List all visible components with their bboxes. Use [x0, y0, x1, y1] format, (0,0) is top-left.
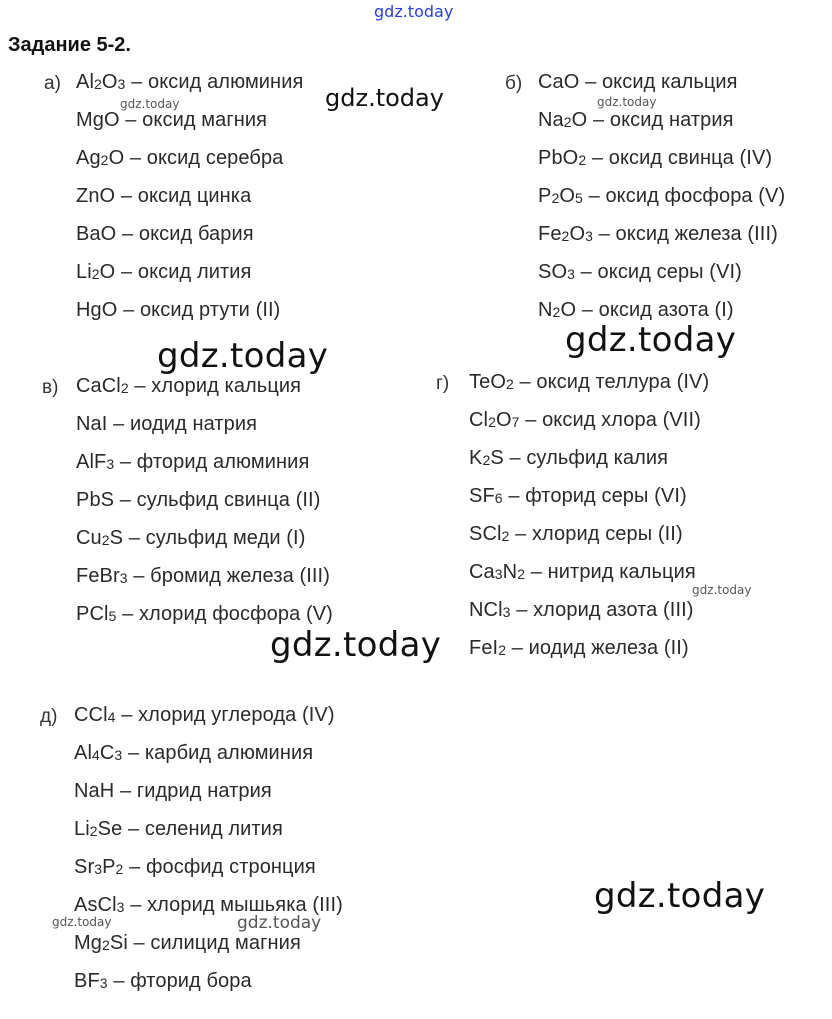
- text-run: – оксид хлора (VII): [519, 409, 701, 431]
- formula-line: [74, 970, 252, 993]
- formula-line: [76, 527, 305, 550]
- text-run: O – оксид натрия: [571, 109, 734, 131]
- text-run: Ag: [76, 147, 101, 169]
- subscript: 2: [517, 566, 526, 582]
- section-label-b: б): [505, 73, 523, 94]
- formula-line: [76, 489, 320, 512]
- text-run: O: [569, 223, 586, 245]
- subscript: 5: [575, 190, 583, 206]
- watermark-top: gdz.today: [374, 2, 454, 21]
- subscript: 3: [567, 266, 575, 282]
- text-run: Si – силицид магния: [109, 932, 301, 954]
- text-run: Al: [76, 71, 94, 93]
- text-run: – карбид алюминия: [122, 742, 314, 764]
- text-run: PbO: [538, 147, 579, 169]
- formula-line: [76, 451, 309, 474]
- subscript: 2: [501, 528, 510, 544]
- subscript: 2: [100, 152, 109, 168]
- text-run: – нитрид кальция: [525, 561, 696, 583]
- text-run: – хлорид мышьяка (III): [124, 894, 343, 916]
- subscript: 2: [93, 76, 102, 92]
- text-run: – оксид алюминия: [125, 71, 304, 93]
- watermark-small: gdz.today: [120, 97, 180, 111]
- formula-line: [76, 109, 267, 132]
- subscript: 2: [101, 532, 110, 548]
- text-run: FeBr: [76, 565, 120, 587]
- subscript: 6: [494, 490, 503, 506]
- watermark: gdz.today: [157, 336, 329, 376]
- text-run: CaO – оксид кальция: [538, 71, 738, 93]
- subscript: 3: [502, 604, 511, 620]
- text-run: – оксид фосфора (V): [582, 185, 786, 207]
- subscript: 3: [114, 747, 123, 763]
- text-run: S – сульфид калия: [490, 447, 669, 469]
- formula-line: [538, 147, 772, 170]
- text-run: CCl: [74, 704, 108, 726]
- text-run: P: [538, 185, 552, 207]
- formula-line: [74, 932, 301, 955]
- text-run: Li: [74, 818, 90, 840]
- formula-line: [76, 375, 301, 398]
- formula-line: [76, 71, 303, 94]
- formula-line: [74, 818, 283, 841]
- formula-line: [76, 261, 251, 284]
- text-run: – хлорид серы (II): [509, 523, 683, 545]
- formula-line: [469, 409, 701, 432]
- text-run: S – сульфид меди (I): [109, 527, 306, 549]
- subscript: 2: [561, 228, 570, 244]
- subscript: 3: [94, 861, 103, 877]
- section-label-a: а): [44, 73, 61, 94]
- text-run: – хлорид азота (III): [510, 599, 694, 621]
- watermark: gdz.today: [270, 625, 442, 665]
- text-run: Ca: [469, 561, 495, 583]
- subscript: 3: [116, 899, 125, 915]
- formula-line: [76, 223, 254, 246]
- text-run: N: [502, 561, 518, 583]
- watermark-small: gdz.today: [597, 95, 657, 109]
- text-run: BF: [74, 970, 100, 992]
- subscript: 3: [585, 228, 593, 244]
- text-run: Li: [76, 261, 92, 283]
- text-run: – бромид железа (III): [127, 565, 330, 587]
- subscript: 2: [488, 414, 496, 430]
- formula-line: [538, 71, 738, 94]
- subscript: 2: [89, 823, 98, 839]
- section-label-v: в): [42, 377, 59, 398]
- text-run: Na: [538, 109, 564, 131]
- formula-line: [538, 109, 734, 132]
- formula-line: [76, 185, 251, 208]
- subscript: 2: [505, 376, 514, 392]
- formula-line: [469, 447, 668, 470]
- text-run: – хлорид фосфора (V): [116, 603, 333, 625]
- watermark-small: gdz.today: [692, 583, 752, 597]
- subscript: 2: [115, 861, 124, 877]
- formula-line: [74, 704, 335, 727]
- text-run: PbS – сульфид свинца (II): [76, 489, 321, 511]
- formula-line: [76, 147, 283, 170]
- formula-line: [538, 185, 785, 208]
- text-run: SCl: [469, 523, 502, 545]
- formula-line: [469, 561, 696, 584]
- text-run: FeI: [469, 637, 499, 659]
- formula-line: [76, 299, 280, 322]
- formula-line: [469, 523, 683, 546]
- subscript: 2: [552, 304, 561, 320]
- subscript: 2: [563, 114, 572, 130]
- text-run: O: [559, 185, 576, 207]
- text-run: PCl: [76, 603, 109, 625]
- text-run: ZnO – оксид цинка: [76, 185, 252, 207]
- text-run: Se – селенид лития: [97, 818, 283, 840]
- text-run: NCl: [469, 599, 503, 621]
- formula-line: [76, 413, 257, 436]
- text-run: NaH – гидрид натрия: [74, 780, 272, 802]
- text-run: O – оксид серебра: [108, 147, 284, 169]
- text-run: P: [102, 856, 116, 878]
- text-run: N: [538, 299, 553, 321]
- text-run: O: [495, 409, 512, 431]
- text-run: – фторид серы (VI): [502, 485, 687, 507]
- text-run: CaCl: [76, 375, 121, 397]
- subscript: 2: [91, 266, 100, 282]
- formula-line: [76, 603, 333, 626]
- text-run: Cu: [76, 527, 102, 549]
- subscript: 3: [106, 456, 115, 472]
- subscript: 7: [511, 414, 520, 430]
- text-run: – оксид серы (VI): [575, 261, 742, 283]
- text-run: HgO – оксид ртути (II): [76, 299, 281, 321]
- text-run: Cl: [469, 409, 489, 431]
- text-run: Fe: [538, 223, 562, 245]
- formula-line: [469, 371, 709, 394]
- text-run: TeO: [469, 371, 506, 393]
- watermark-small: gdz.today: [237, 913, 322, 933]
- page-title: Задание 5-2.: [8, 34, 131, 56]
- subscript: 2: [482, 452, 491, 468]
- text-run: O: [101, 71, 118, 93]
- watermark-small: gdz.today: [52, 915, 112, 929]
- subscript: 2: [578, 152, 587, 168]
- text-run: NaI – иодид натрия: [76, 413, 258, 435]
- subscript: 3: [494, 566, 503, 582]
- text-run: Mg: [74, 932, 102, 954]
- formula-line: [74, 856, 316, 879]
- subscript: 5: [108, 608, 117, 624]
- text-run: – фосфид стронция: [123, 856, 316, 878]
- text-run: – оксид железа (III): [593, 223, 778, 245]
- formula-line: [538, 223, 778, 246]
- text-run: O – оксид лития: [99, 261, 252, 283]
- watermark: gdz.today: [565, 320, 737, 360]
- text-run: K: [469, 447, 483, 469]
- section-label-g: г): [436, 373, 450, 394]
- subscript: 4: [107, 709, 116, 725]
- text-run: C: [99, 742, 115, 764]
- formula-line: [76, 565, 330, 588]
- text-run: O – оксид азота (I): [560, 299, 734, 321]
- text-run: AsCl: [74, 894, 117, 916]
- watermark: gdz.today: [594, 876, 766, 916]
- subscript: 2: [551, 190, 560, 206]
- text-run: – хлорид углерода (IV): [115, 704, 335, 726]
- formula-line: [74, 742, 313, 765]
- subscript: 3: [119, 570, 128, 586]
- formula-line: [469, 599, 694, 622]
- text-run: – иодид железа (II): [506, 637, 689, 659]
- formula-line: [74, 780, 272, 803]
- subscript: 2: [498, 642, 507, 658]
- text-run: MgO – оксид магния: [76, 109, 268, 131]
- text-run: Al: [74, 742, 92, 764]
- subscript: 2: [101, 937, 110, 953]
- text-run: – фторид алюминия: [114, 451, 310, 473]
- text-run: BaO – оксид бария: [76, 223, 254, 245]
- formula-line: [469, 637, 689, 660]
- formula-line: [469, 485, 687, 508]
- subscript: 3: [117, 76, 126, 92]
- watermark: gdz.today: [325, 84, 444, 112]
- text-run: SF: [469, 485, 495, 507]
- text-run: – хлорид кальция: [128, 375, 302, 397]
- text-run: – оксид свинца (IV): [586, 147, 773, 169]
- subscript: 2: [120, 380, 129, 396]
- text-run: – оксид теллура (IV): [513, 371, 710, 393]
- formula-line: [538, 261, 742, 284]
- section-label-d: д): [40, 706, 58, 727]
- subscript: 4: [91, 747, 100, 763]
- subscript: 3: [99, 975, 108, 991]
- text-run: Sr: [74, 856, 95, 878]
- text-run: AlF: [76, 451, 107, 473]
- text-run: – фторид бора: [107, 970, 252, 992]
- text-run: SO: [538, 261, 568, 283]
- formula-line: [538, 299, 734, 322]
